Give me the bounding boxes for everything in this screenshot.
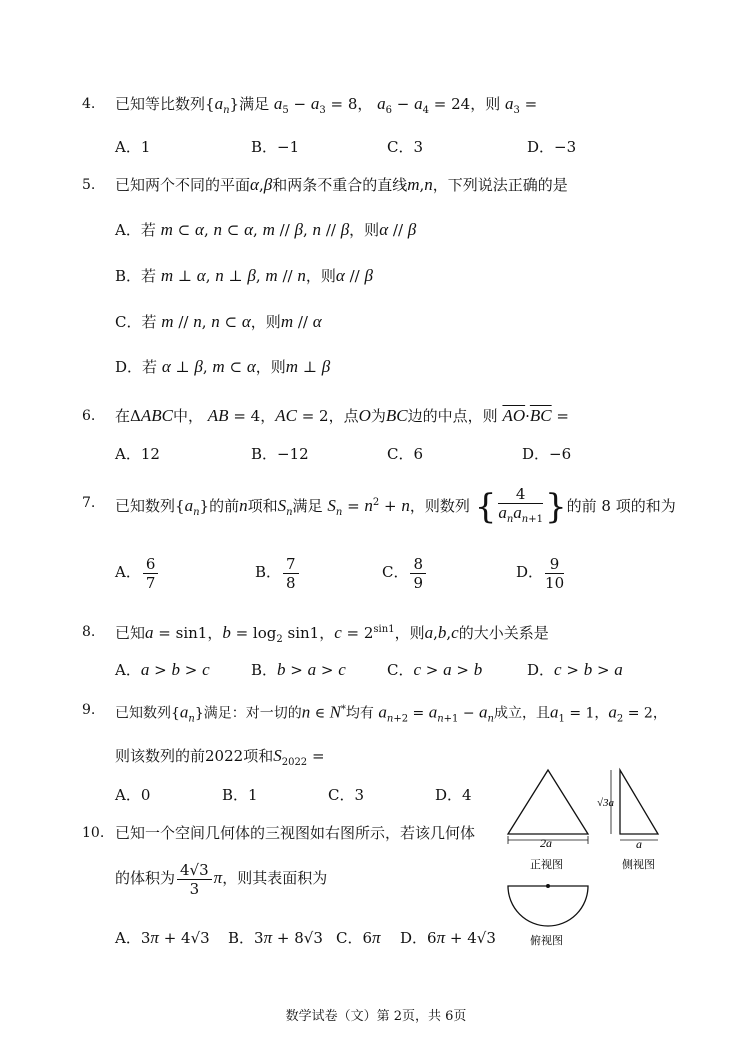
three-view-figure	[500, 762, 670, 952]
q10-stem-line2: 的体积为 $\frac{4√3}{3}$ π，则其表面积为	[115, 860, 328, 898]
q8-option-d: D．c > b > a	[527, 660, 623, 679]
top-view-center-dot	[546, 884, 550, 888]
top-view-semicircle	[508, 886, 588, 926]
q9-option-a: A．0	[115, 786, 151, 804]
page-footer: 数学试卷（文）第 2页，共 6页	[285, 1009, 467, 1024]
q4-option-b: B．−1	[251, 138, 300, 156]
q9-option-b: B．1	[222, 786, 258, 804]
q6-stem: 在ΔABC中， AB = 4，AC = 2，点O为BC边的中点，则 $\overline{AO}\cdot\overline{BC}$ =	[115, 406, 569, 425]
q4-option-c: C．3	[387, 138, 424, 156]
q7-number: 7.	[82, 495, 96, 511]
q6-option-c: C．6	[387, 445, 424, 463]
side-view-label: 侧视图	[622, 859, 655, 871]
q10-number: 10.	[82, 825, 105, 841]
q5-option-d: D．若 α ⊥ β, m ⊂ α，则m ⊥ β	[115, 357, 331, 376]
q8-option-b: B．b > a > c	[251, 660, 346, 679]
q6-option-b: B．−12	[251, 445, 309, 463]
q7-option-d: D． $\frac{9}{10}$	[516, 554, 565, 592]
q5-option-b: B．若 m ⊥ α, n ⊥ β, m // n，则α // β	[115, 266, 373, 285]
q5-option-a: A．若 m ⊂ α, n ⊂ α, m // β, n // β，则α // β	[115, 220, 417, 239]
q4-number: 4.	[82, 96, 96, 112]
q6-option-d: D．−6	[522, 445, 572, 463]
q10-option-a: A．3π + 4√3	[115, 928, 210, 947]
q9-stem-line2: 则该数列的前2022项和$S_{2022}$ =	[115, 746, 325, 768]
q9-option-c: C．3	[328, 786, 365, 804]
front-view-2a-label: 2a	[540, 836, 552, 850]
top-view-label: 俯视图	[530, 935, 563, 947]
q9-option-d: D．4	[435, 786, 472, 804]
side-view-height-label: √3a	[597, 797, 615, 809]
side-view-a-label: a	[636, 837, 642, 851]
q6-number: 6.	[82, 408, 96, 424]
q4-option-a: A．1	[115, 138, 151, 156]
q7-option-b: B． $\frac{7}{8}$	[255, 552, 301, 592]
q6-option-a: A．12	[115, 445, 160, 463]
q9-number: 9.	[82, 702, 96, 718]
q10-option-d: D．6π + 4√3	[400, 928, 496, 947]
q4-stem: 已知等比数列$\{a_n\}$满足 $a_5 - a_3 = 8$， $a_6 - a_4 = 24$，则 $a_3$ =	[115, 94, 538, 116]
q8-option-a: A．a > b > c	[115, 660, 210, 679]
q7-option-a: A． $\frac{6}{7}$	[115, 552, 160, 592]
q7-option-c: C． $\frac{8}{9}$	[382, 552, 428, 592]
q5-option-c: C．若 m // n, n ⊂ α，则m // α	[115, 312, 322, 331]
q10-stem-line1: 已知一个空间几何体的三视图如右图所示，若该几何体	[115, 824, 476, 842]
q5-stem: 已知两个不同的平面α,β和两条不重合的直线m,n，下列说法正确的是	[115, 175, 568, 194]
q8-stem: 已知a = sin1，$b = \log_2 \sin 1$，$c = 2^{sin1}$，则a,b,c的大小关系是	[115, 623, 549, 645]
side-view-triangle	[620, 770, 658, 834]
q10-option-c: C．6π	[336, 928, 381, 947]
q8-number: 8.	[82, 624, 96, 640]
q7-stem: 已知数列$\{a_n\}$的前n项和$S_n$满足 $S_n = n^2 + n$，则数列 { 4 $a_na_{n+1}$ }的前 8 项的和为	[115, 485, 676, 527]
q8-option-c: C．c > a > b	[387, 660, 483, 679]
front-view-triangle	[508, 770, 588, 834]
q4-option-d: D．−3	[527, 138, 577, 156]
q9-stem: 已知数列$\{a_n\}$满足：对一切的n ∈ N*均有 $a_{n+2} = a_{n+1} - a_n$成立，且$a_1 = 1$，$a_2 = 2$，	[115, 702, 667, 725]
q5-number: 5.	[82, 177, 96, 193]
front-view-label: 正视图	[530, 859, 563, 871]
q10-option-b: B．3π + 8√3	[228, 928, 323, 947]
